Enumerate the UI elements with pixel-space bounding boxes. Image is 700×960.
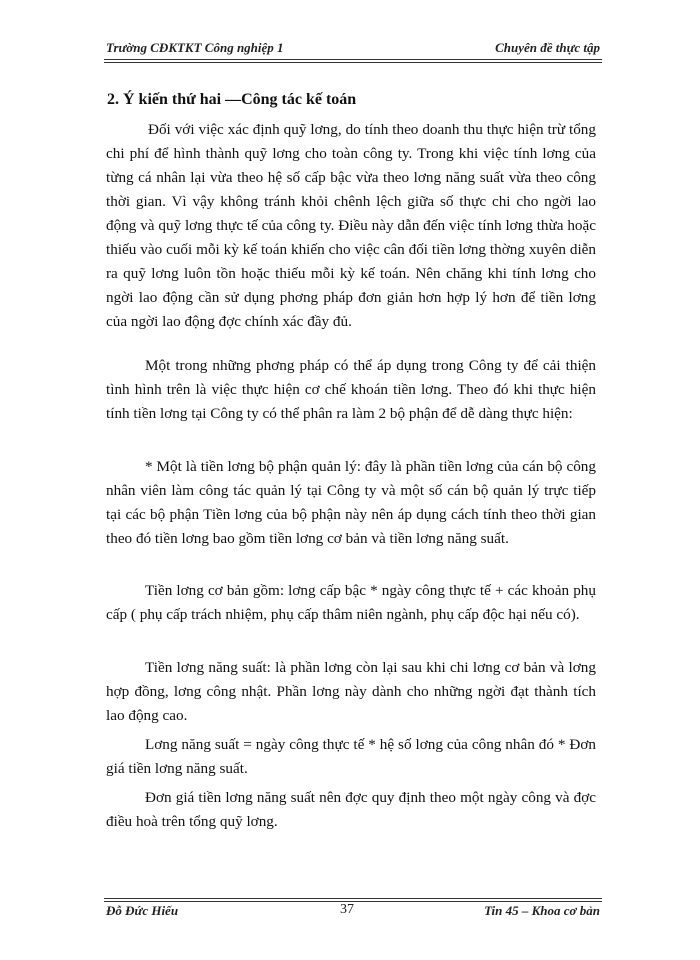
page-number: 37 <box>340 902 354 917</box>
footer-author: Đỗ Đức Hiếu <box>106 903 179 918</box>
footer-class: Tin 45 – Khoa cơ bản <box>484 903 600 918</box>
paragraph-productivity-salary: Tiền lơng năng suất: là phần lơng còn lại sau khi chi lơng cơ bản và lơng hợp đồng, lơng công nhật. Phần lơng này dành cho những ngời đạt thành tích lao động cao. <box>106 659 596 724</box>
paragraph-productivity-formula: Lơng năng suất = ngày công thực tế * hệ số lơng của công nhân đó * Đơn giá tiền lơng năng suất. <box>106 736 596 777</box>
header-rule-top <box>104 59 602 60</box>
paragraph-contract-method: Một trong những phơng pháp có thể áp dụng trong Công ty để cải thiện tình hình trên là việc thực hiện cơ chế khoán tiền lơng. Theo đó khi thực hiện tính tiền lơng tại Công ty có thể phân ra làm 2 bộ phận để dễ dàng thực hiện: <box>106 357 596 422</box>
paragraph-management-salary: * Một là tiền lơng bộ phận quản lý: đây là phần tiền lơng của cán bộ công nhân viên làm công tác quản lý tại Công ty và một số cán bộ quản lý trực tiếp tại các bộ phận Tiền lơng của bộ phận này nên áp dụng cách tính theo thời gian theo đó tiền lơng bao gồm tiền lơng cơ bản và tiền lơng năng suất. <box>106 458 596 547</box>
paragraph-salary-fund: Đối với việc xác định quỹ lơng, do tính theo doanh thu thực hiện trừ tổng chi phí để hình thành quỹ lơng cho toàn công ty. Trong khi việc tính lơng của từng cá nhân lại vừa theo hệ số cấp bậc vừa theo lơng năng suất vừa theo công thời gian. Vì vậy không tránh khỏi chênh lệch giữa số thực chi cho ngời lao động và quỹ lơng thực tế của công ty. Điều này dẫn đến việc tính lơng thừa hoặc thiếu vào cuối mỗi kỳ kế toán khiến cho việc cân đối tiền lơng thờng xuyên diễn ra quỹ lơng luôn tồn hoặc thiếu mỗi kỳ kế toán. Nên chăng khi tính lơng cho ngời lao động cần sử dụng phơng pháp đơn giản hơn hợp lý hơn để tiền lơng của ngời lao động đợc chính xác đầy đủ. <box>106 121 596 330</box>
header-rule-bottom <box>104 62 602 63</box>
section-heading: 2. Ý kiến thứ hai —Công tác kế toán <box>107 91 357 108</box>
paragraph-base-salary: Tiền lơng cơ bản gồm: lơng cấp bậc * ngày công thực tế + các khoản phụ cấp ( phụ cấp trách nhiệm, phụ cấp thâm niên ngành, phụ cấp độc hại nếu có). <box>106 582 596 623</box>
footer-rule-top <box>104 898 602 899</box>
header-school-name: Trường CĐKTKT Công nghiệp 1 <box>106 40 284 55</box>
header-report-title: Chuyên đề thực tập <box>495 40 600 55</box>
paragraph-unit-price: Đơn giá tiền lơng năng suất nên đợc quy định theo một ngày công và đợc điều hoà trên tổng quỹ lơng. <box>106 789 596 830</box>
